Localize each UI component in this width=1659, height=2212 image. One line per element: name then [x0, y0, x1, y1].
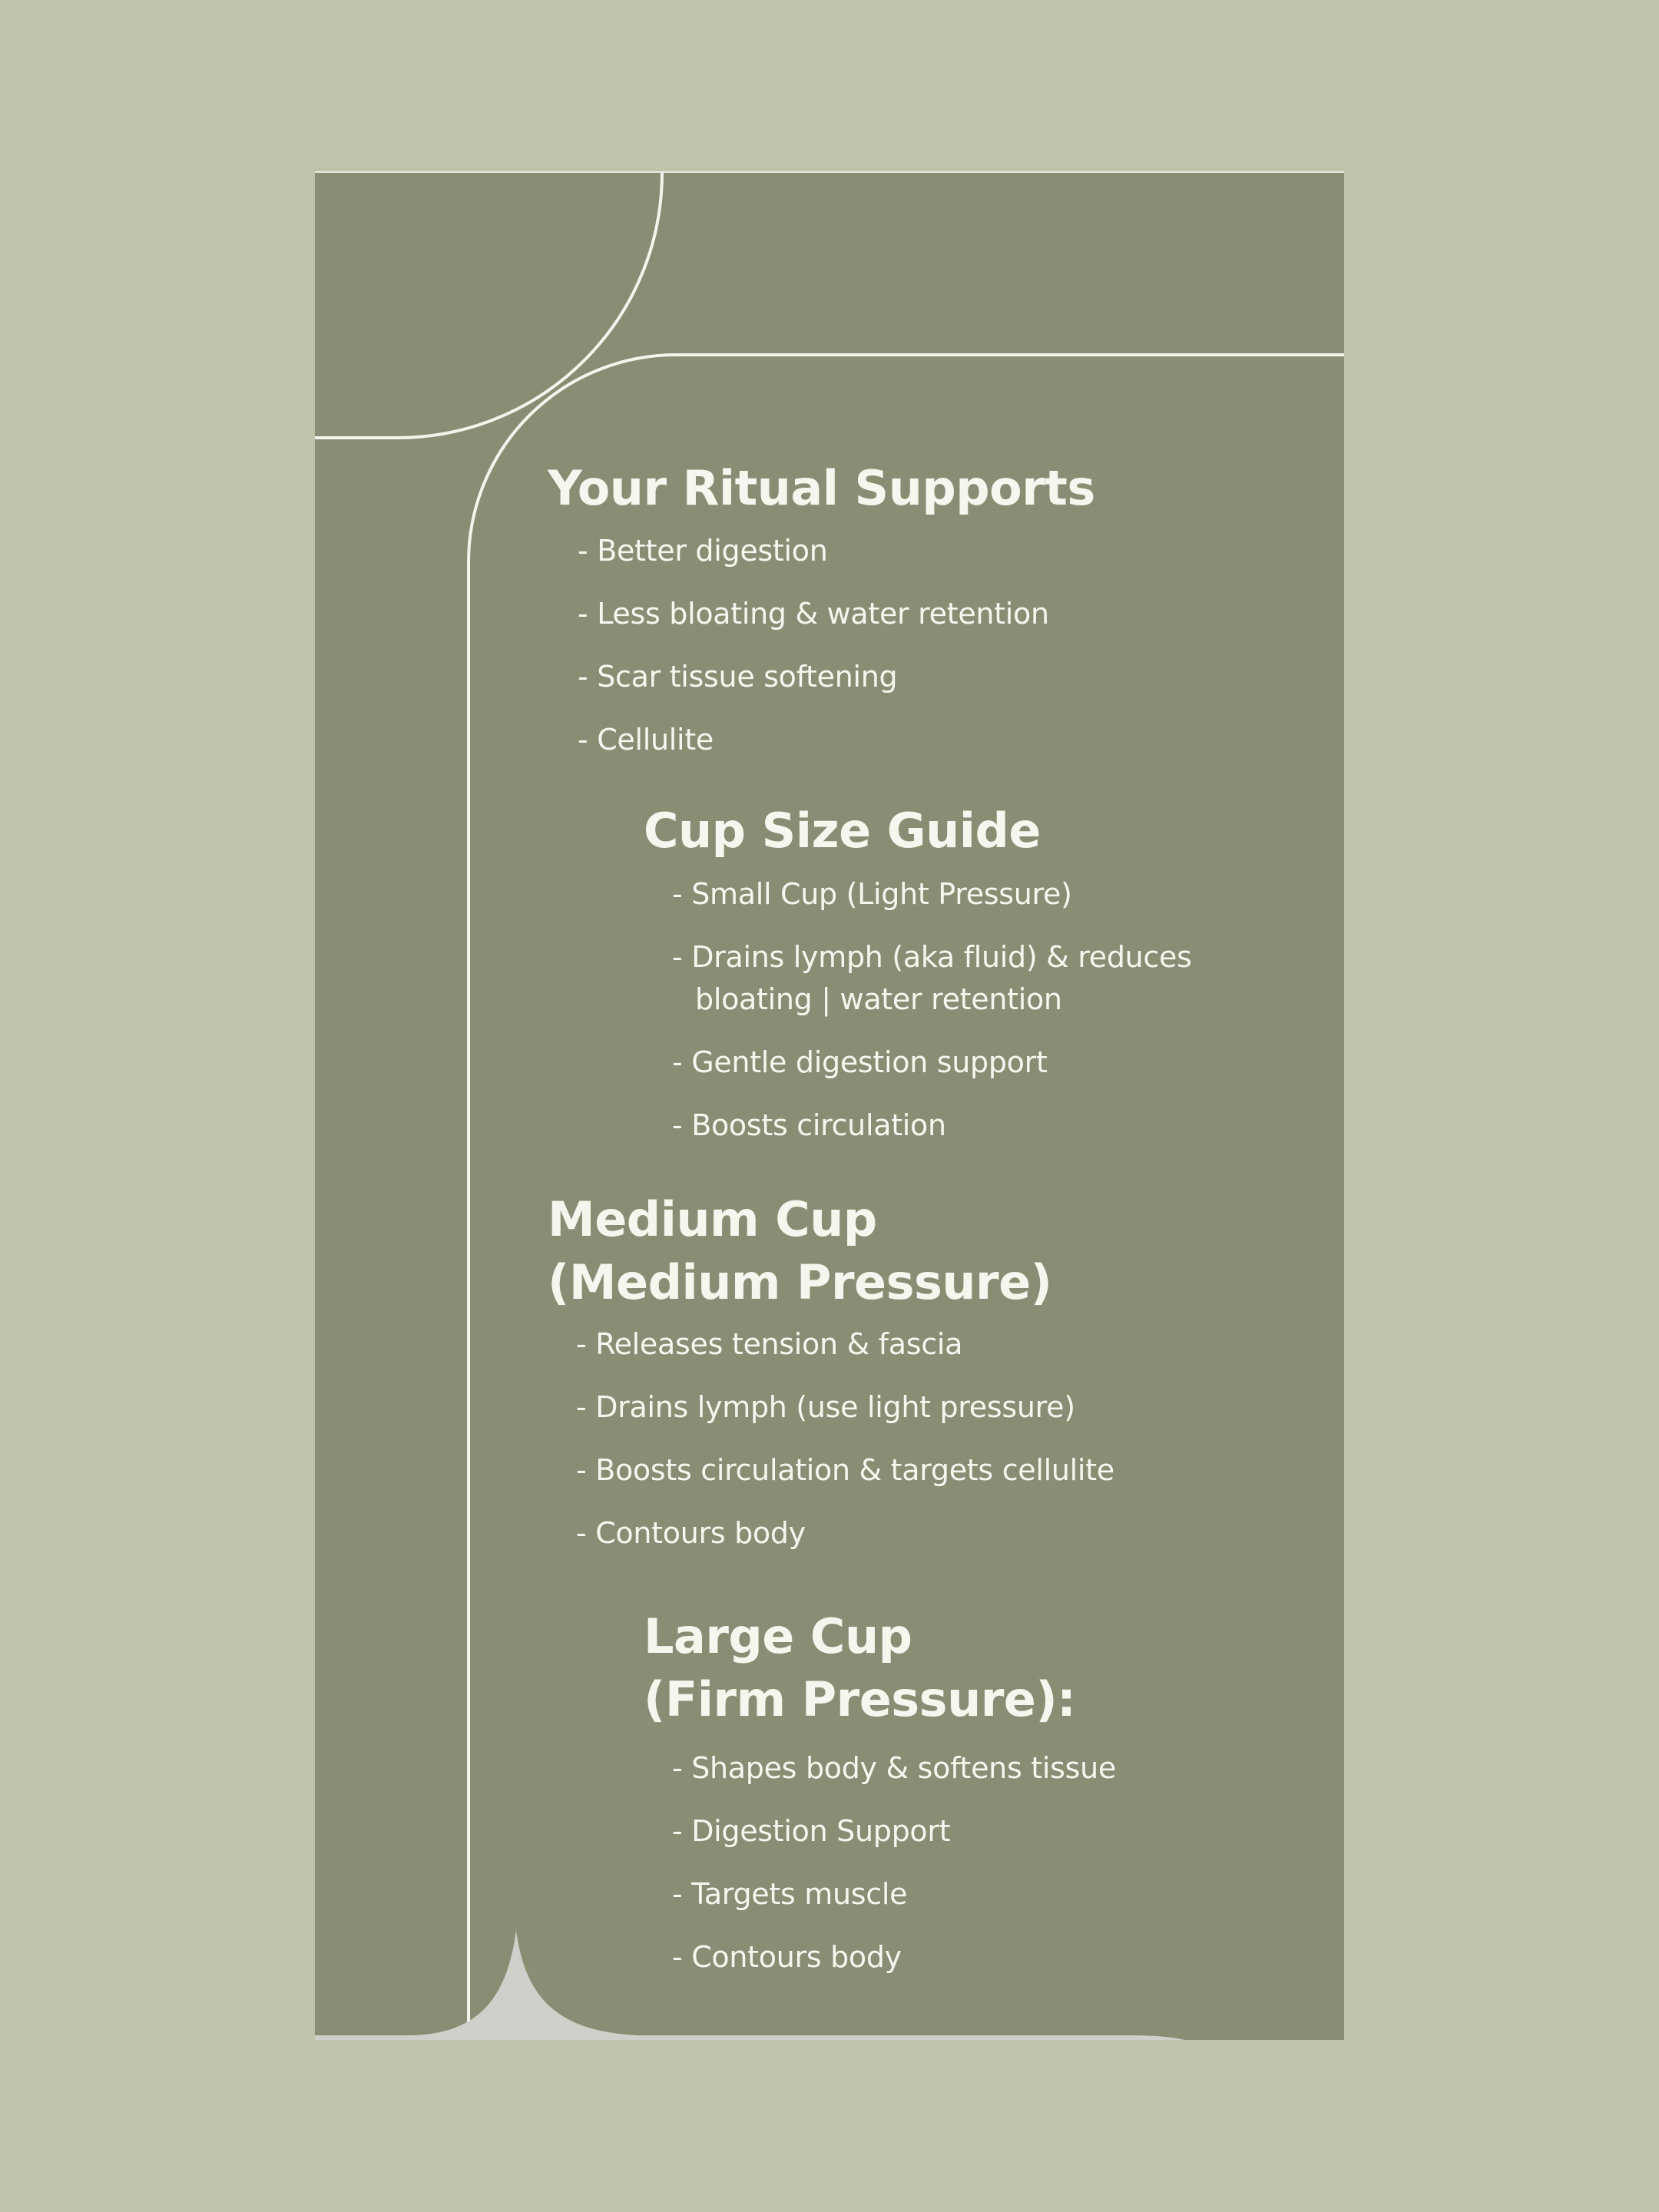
- heading-line: (Medium Pressure): [548, 1254, 1052, 1310]
- list-medium-cup: [576, 1323, 1114, 1575]
- list-item: - Targets muscle: [672, 1877, 908, 1911]
- list-item: - Drains lymph (use light pressure): [576, 1390, 1075, 1424]
- list-cup-size-guide: [672, 873, 1192, 1167]
- list-ritual-supports: [578, 530, 1049, 782]
- list-item: - Contours body: [672, 1940, 902, 1974]
- list-item: - Scar tissue softening: [578, 660, 898, 694]
- list-item: - Contours body: [576, 1516, 806, 1550]
- list-item: - Gentle digestion support: [672, 1045, 1048, 1079]
- list-item: - Digestion Support: [672, 1814, 951, 1848]
- list-item: - Releases tension & fascia: [576, 1327, 963, 1361]
- list-item: - Boosts circulation: [672, 1108, 946, 1142]
- heading-line: Large Cup: [644, 1608, 912, 1664]
- list-item-line: - Drains lymph (aka fluid) & reduces: [672, 940, 1192, 974]
- list-item: - Shapes body & softens tissue: [672, 1751, 1116, 1785]
- list-item-line: bloating | water retention: [695, 982, 1062, 1016]
- list-item: - Less bloating & water retention: [578, 597, 1049, 631]
- list-large-cup: [672, 1747, 1116, 1999]
- ritual-content: [315, 173, 1344, 2040]
- heading-cup-size-guide: Cup Size Guide: [644, 803, 1041, 859]
- list-item: - Cellulite: [578, 723, 714, 757]
- heading-ritual-supports: Your Ritual Supports: [548, 460, 1095, 516]
- list-item: - Better digestion: [578, 534, 828, 568]
- heading-line: (Firm Pressure):: [644, 1671, 1076, 1727]
- heading-medium-cup: [548, 1188, 1052, 1314]
- list-item: - Boosts circulation & targets cellulite: [576, 1453, 1114, 1487]
- list-item: [672, 936, 1192, 1041]
- heading-line: Medium Cup: [548, 1191, 877, 1247]
- list-item: - Small Cup (Light Pressure): [672, 877, 1072, 911]
- content-card: [315, 171, 1344, 2040]
- heading-large-cup: [644, 1605, 1075, 1731]
